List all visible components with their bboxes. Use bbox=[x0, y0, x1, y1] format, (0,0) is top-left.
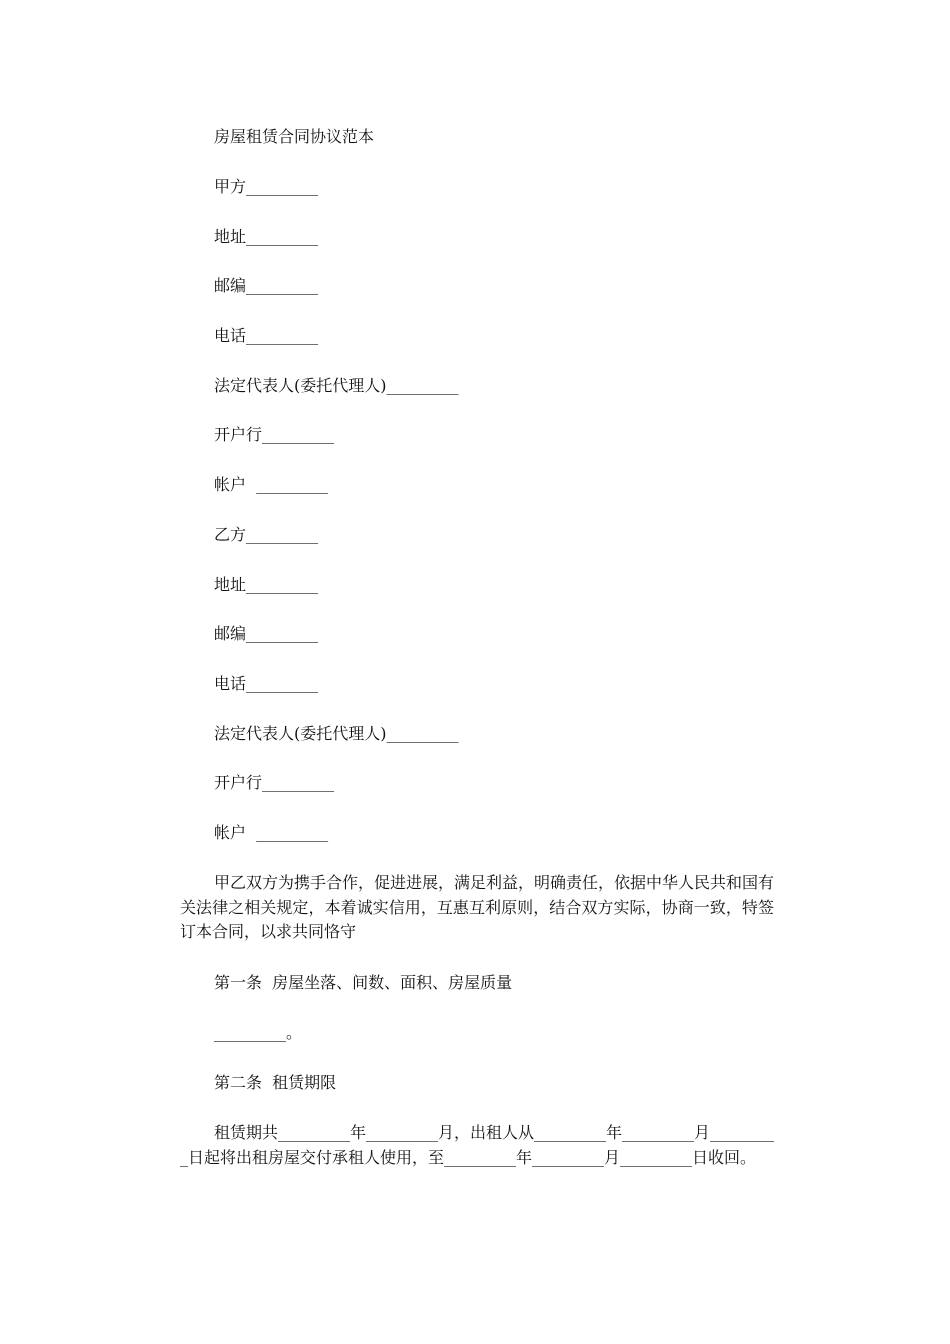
party-b-account: 帐户 _________ bbox=[214, 823, 329, 842]
party-b-bank: 开户行_________ bbox=[214, 773, 335, 792]
preamble-paragraph: 甲乙双方为携手合作，促进进展，满足利益，明确责任，依据中华人民共和国有关法律之相关规定，本着诚实信用，互惠互利原则，结合双方实际，协商一致，特签订本合同，以求共同恪守 bbox=[180, 873, 775, 941]
party-a-account: 帐户 _________ bbox=[214, 475, 329, 494]
party-b-legal-rep: 法定代表人(委托代理人)_________ bbox=[214, 724, 459, 743]
party-b-phone: 电话_________ bbox=[214, 674, 319, 693]
party-a-name: 甲方_________ bbox=[214, 177, 319, 196]
article-1-heading: 第一条 房屋坐落、间数、面积、房屋质量 bbox=[214, 973, 513, 992]
party-a-postcode: 邮编_________ bbox=[214, 276, 319, 295]
document-title: 房屋租赁合同协议范本 bbox=[214, 127, 375, 146]
article-1-body: _________。 bbox=[214, 1023, 303, 1042]
article-2-body: 租赁期共_________年_________月，出租人从_________年_________月_________日起将出租房屋交付承租人使用，至_________年_________月_________日收回。 bbox=[180, 1123, 775, 1167]
party-a-legal-rep: 法定代表人(委托代理人)_________ bbox=[214, 376, 459, 395]
article-2-heading: 第二条 租赁期限 bbox=[214, 1073, 337, 1092]
party-b-address: 地址_________ bbox=[214, 575, 319, 594]
party-b-name: 乙方_________ bbox=[214, 525, 319, 544]
party-a-phone: 电话_________ bbox=[214, 326, 319, 345]
party-b-postcode: 邮编_________ bbox=[214, 624, 319, 643]
party-a-address: 地址_________ bbox=[214, 227, 319, 246]
party-a-bank: 开户行_________ bbox=[214, 425, 335, 444]
